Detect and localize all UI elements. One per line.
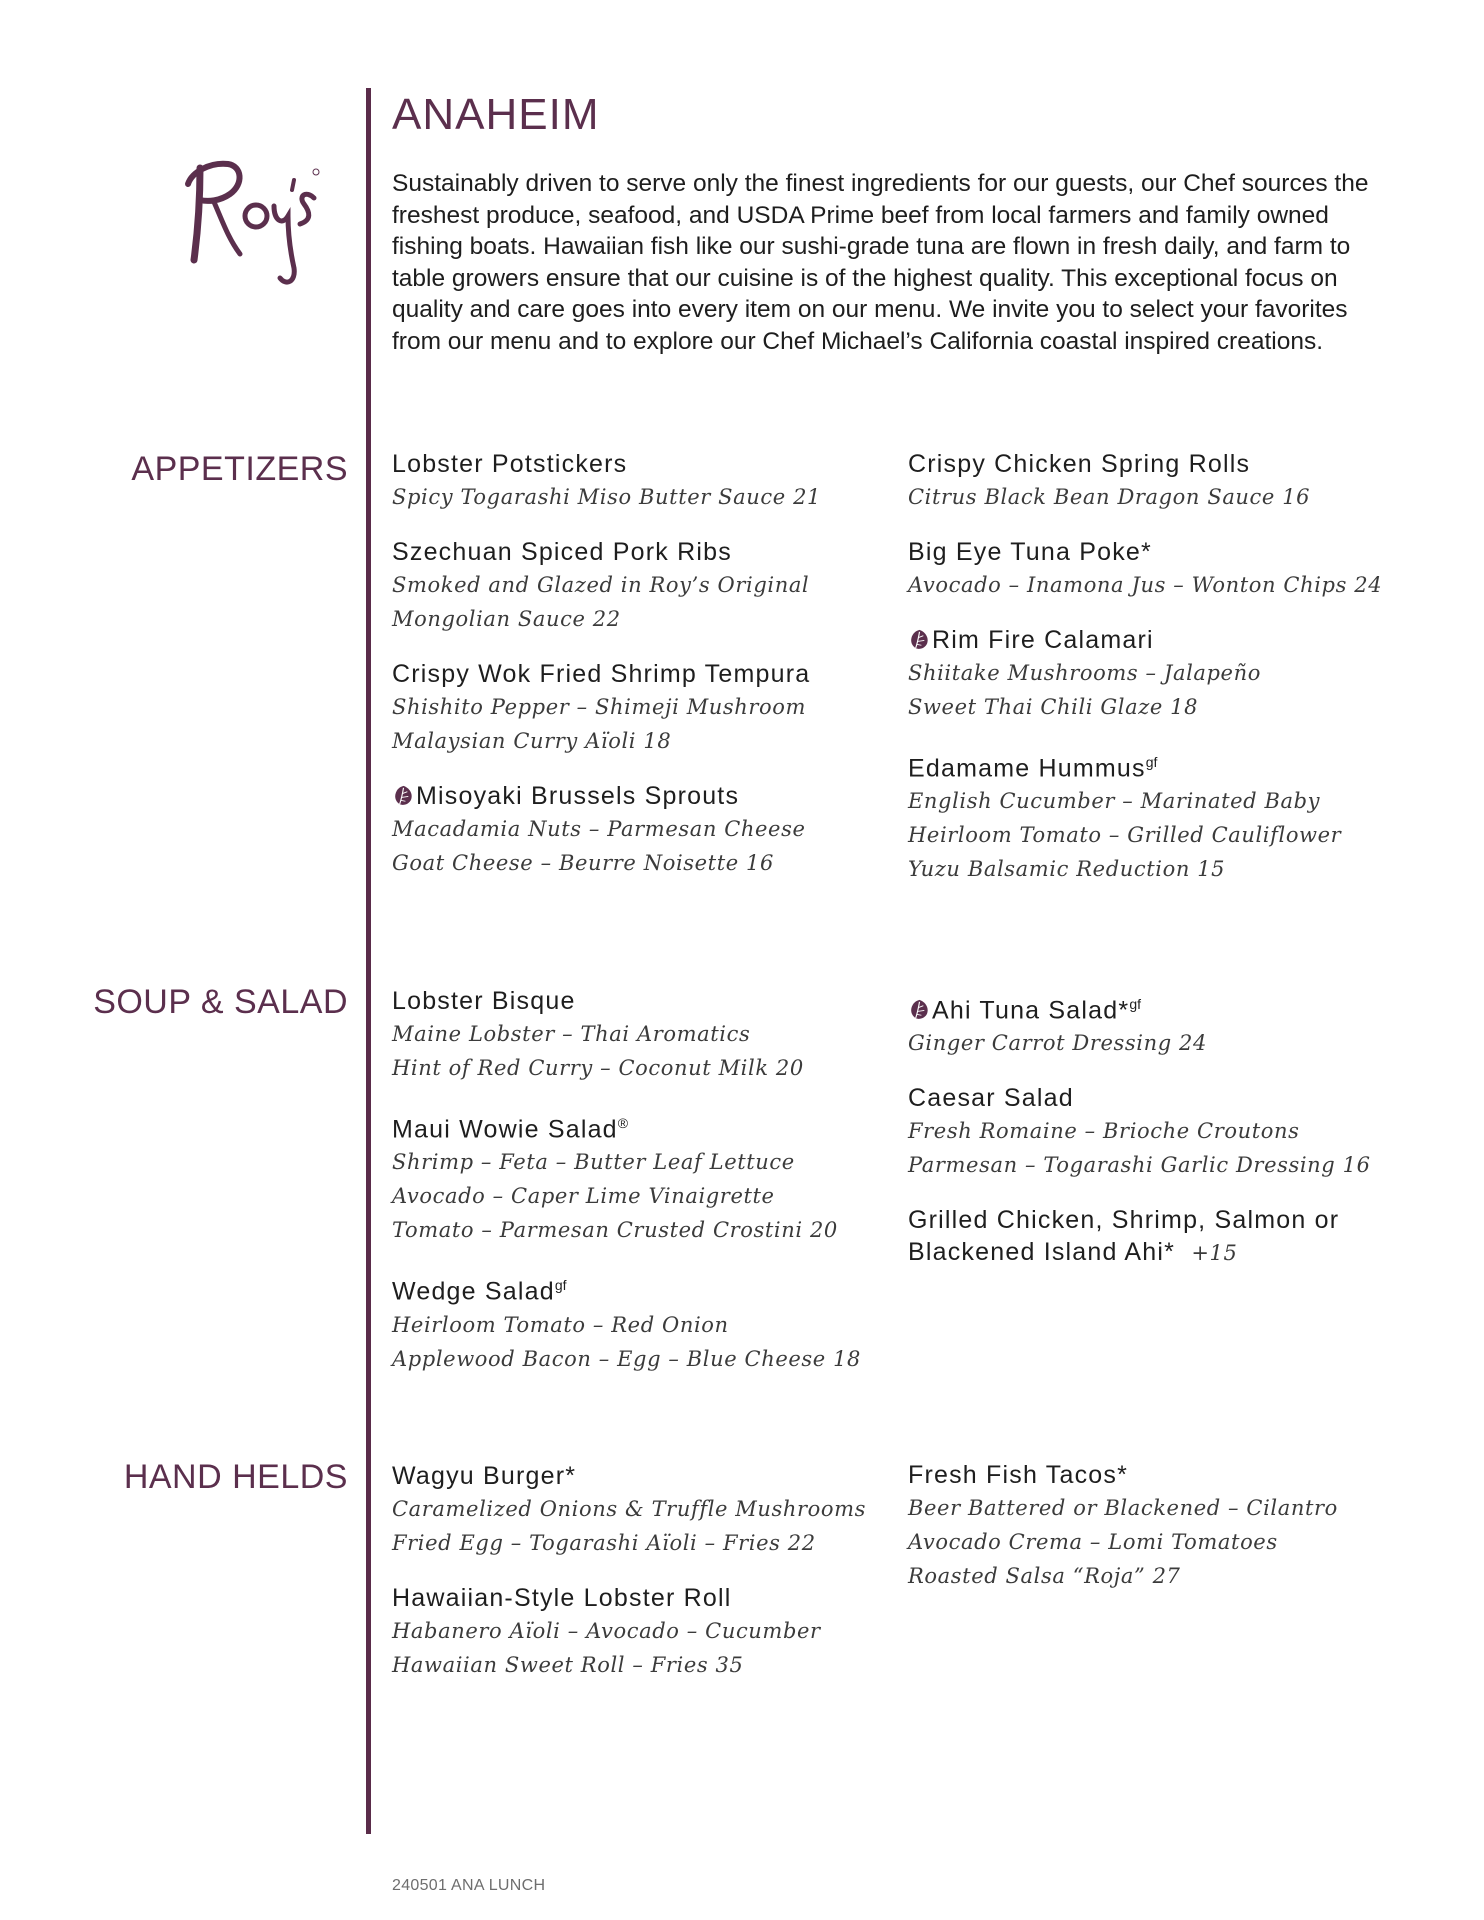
raw-mark: * — [1118, 996, 1130, 1025]
item-desc: Fresh Romaine – Brioche Croutons — [908, 1119, 1300, 1144]
item-name: Caesar Salad — [908, 1084, 1074, 1113]
section-label-hand-helds: HAND HELDS — [123, 1458, 348, 1496]
item-desc: English Cucumber – Marinated Baby — [908, 789, 1321, 814]
item-desc: Ginger Carrot Dressing 24 — [908, 1031, 1207, 1056]
menu-item — [392, 1269, 912, 1375]
item-name: Wedge Salad — [392, 1277, 555, 1306]
hand-helds-right-column — [908, 1459, 1428, 1615]
item-desc: Mongolian Sauce 22 — [392, 607, 621, 631]
item-name-row — [908, 1459, 1428, 1491]
item-desc: Caramelized Onions & Truffle Mushrooms — [392, 1497, 867, 1521]
leaf-icon — [392, 784, 415, 807]
location-title: ANAHEIM — [392, 90, 600, 139]
item-name: Ahi Tuna Salad — [932, 996, 1119, 1025]
item-desc: Spicy Togarashi Miso Butter Sauce 21 — [392, 485, 821, 509]
item-desc: Yuzu Balsamic Reduction 15 — [908, 857, 1226, 882]
item-name: Szechuan Spiced Pork Ribs — [392, 538, 732, 566]
addon-price: +15 — [1191, 1241, 1238, 1266]
menu-item — [392, 1107, 912, 1247]
item-desc: Heirloom Tomato – Red Onion — [392, 1312, 729, 1337]
gluten-free-tag: gf — [1129, 996, 1141, 1012]
item-name-row — [392, 1269, 912, 1307]
item-desc: Applewood Bacon – Egg – Blue Cheese 18 — [392, 1346, 861, 1371]
raw-mark: * — [1117, 1461, 1129, 1489]
item-desc: Goat Cheese – Beurre Noisette 16 — [392, 851, 774, 875]
raw-mark: * — [1141, 538, 1152, 566]
menu-item — [392, 658, 912, 758]
item-desc: Shishito Pepper – Shimeji Mushroom — [392, 695, 807, 719]
item-desc: Maine Lobster – Thai Aromatics — [392, 1022, 751, 1046]
item-name: Blackened Island Ahi* — [908, 1238, 1176, 1267]
item-desc: Parmesan – Togarashi Garlic Dressing 16 — [908, 1153, 1371, 1178]
item-desc: Avocado Crema – Lomi Tomatoes — [908, 1530, 1278, 1554]
menu-item — [392, 780, 912, 880]
item-name-row — [908, 536, 1428, 568]
item-name-row — [908, 1236, 1428, 1270]
menu-item — [908, 448, 1428, 514]
item-desc: Citrus Black Bean Dragon Sauce 16 — [908, 485, 1311, 509]
item-name: Lobster Potstickers — [392, 450, 628, 478]
leaf-icon — [908, 998, 931, 1021]
item-desc: Roasted Salsa “Roja” 27 — [908, 1564, 1181, 1588]
item-name: Fresh Fish Tacos — [908, 1461, 1118, 1489]
item-name-row — [908, 624, 1428, 656]
appetizers-right-column — [908, 448, 1428, 908]
item-name: Misoyaki Brussels Sprouts — [416, 782, 740, 810]
item-desc: Sweet Thai Chili Glaze 18 — [908, 695, 1199, 719]
menu-item — [392, 536, 912, 636]
item-name: Rim Fire Calamari — [932, 626, 1154, 654]
item-name: Edamame Hummus — [908, 754, 1146, 783]
soup-salad-left-column — [392, 985, 912, 1398]
item-desc: Macadamia Nuts – Parmesan Cheese — [392, 817, 806, 841]
item-name-row — [392, 780, 912, 812]
registered-mark: ® — [617, 1115, 629, 1131]
item-name-row — [392, 1107, 912, 1145]
leaf-icon — [908, 628, 931, 651]
item-name: Grilled Chicken, Shrimp, Salmon or — [908, 1206, 1340, 1235]
item-desc: Hint of Red Curry – Coconut Milk 20 — [392, 1056, 804, 1080]
menu-item — [392, 1460, 912, 1560]
menu-item — [908, 1082, 1428, 1182]
item-desc: Avocado – Caper Lime Vinaigrette — [392, 1184, 775, 1209]
item-desc: Smoked and Glazed in Roy’s Original — [392, 573, 810, 597]
item-name: Hawaiian-Style Lobster Roll — [392, 1584, 732, 1612]
section-label-appetizers: APPETIZERS — [131, 450, 348, 488]
item-desc: Malaysian Curry Aïoli 18 — [392, 729, 672, 753]
item-desc: Hawaiian Sweet Roll – Fries 35 — [392, 1653, 744, 1677]
item-desc: Avocado – Inamona Jus – Wonton Chips 24 — [908, 573, 1383, 597]
section-label-soup-salad: SOUP & SALAD — [93, 983, 348, 1021]
item-desc: Heirloom Tomato – Grilled Cauliflower — [908, 823, 1342, 848]
item-name-row — [392, 1460, 912, 1492]
gluten-free-tag: gf — [554, 1277, 567, 1294]
item-name: Maui Wowie Salad — [392, 1115, 618, 1144]
intro-paragraph: Sustainably driven to serve only the finest ingredients for our guests, our Chef sources the freshest produce, seafood, and USDA Prime beef from local farmers and family owned fishing boats. Hawaiian fish like our sushi-grade tuna are flown in fresh daily, and farm to table growers ensure that our cuisine is of the highest quality. This exceptional focus on quality and care goes into every item on our menu. We invite you to select your favorites from our menu and to explore our Chef Michael’s California coastal inspired creations. — [392, 170, 1369, 355]
menu-item — [908, 536, 1428, 602]
item-name-row — [908, 988, 1428, 1026]
menu-item — [392, 1582, 912, 1682]
hand-helds-left-column — [392, 1460, 912, 1704]
item-desc: Shrimp – Feta – Butter Leaf Lettuce — [392, 1150, 795, 1175]
appetizers-left-column — [392, 448, 912, 902]
item-desc: Habanero Aïoli – Avocado – Cucumber — [392, 1619, 821, 1643]
item-desc: Fried Egg – Togarashi Aïoli – Fries 22 — [392, 1531, 816, 1555]
menu-item — [908, 1459, 1428, 1593]
item-desc: Beer Battered or Blackened – Cilantro — [908, 1496, 1338, 1520]
vertical-divider — [366, 88, 371, 1834]
menu-item — [392, 985, 912, 1085]
gluten-free-tag: gf — [1145, 754, 1158, 770]
menu-item — [908, 746, 1428, 886]
item-name: Big Eye Tuna Poke — [908, 538, 1142, 566]
menu-item — [392, 448, 912, 514]
raw-mark: * — [565, 1462, 577, 1490]
item-name: Wagyu Burger — [392, 1462, 566, 1490]
item-name: Crispy Wok Fried Shrimp Tempura — [392, 660, 811, 688]
soup-salad-right-column — [908, 988, 1428, 1292]
footer-code: 240501 ANA LUNCH — [392, 1877, 546, 1894]
item-desc: Shiitake Mushrooms – Jalapeño — [908, 661, 1261, 685]
menu-item — [908, 624, 1428, 724]
item-desc: Tomato – Parmesan Crusted Crostini 20 — [392, 1218, 838, 1243]
item-name-row — [908, 746, 1428, 784]
roys-logo — [170, 150, 330, 300]
menu-item — [908, 988, 1428, 1060]
menu-item — [908, 1204, 1428, 1270]
item-name: Crispy Chicken Spring Rolls — [908, 450, 1251, 478]
item-name: Lobster Bisque — [392, 987, 576, 1015]
